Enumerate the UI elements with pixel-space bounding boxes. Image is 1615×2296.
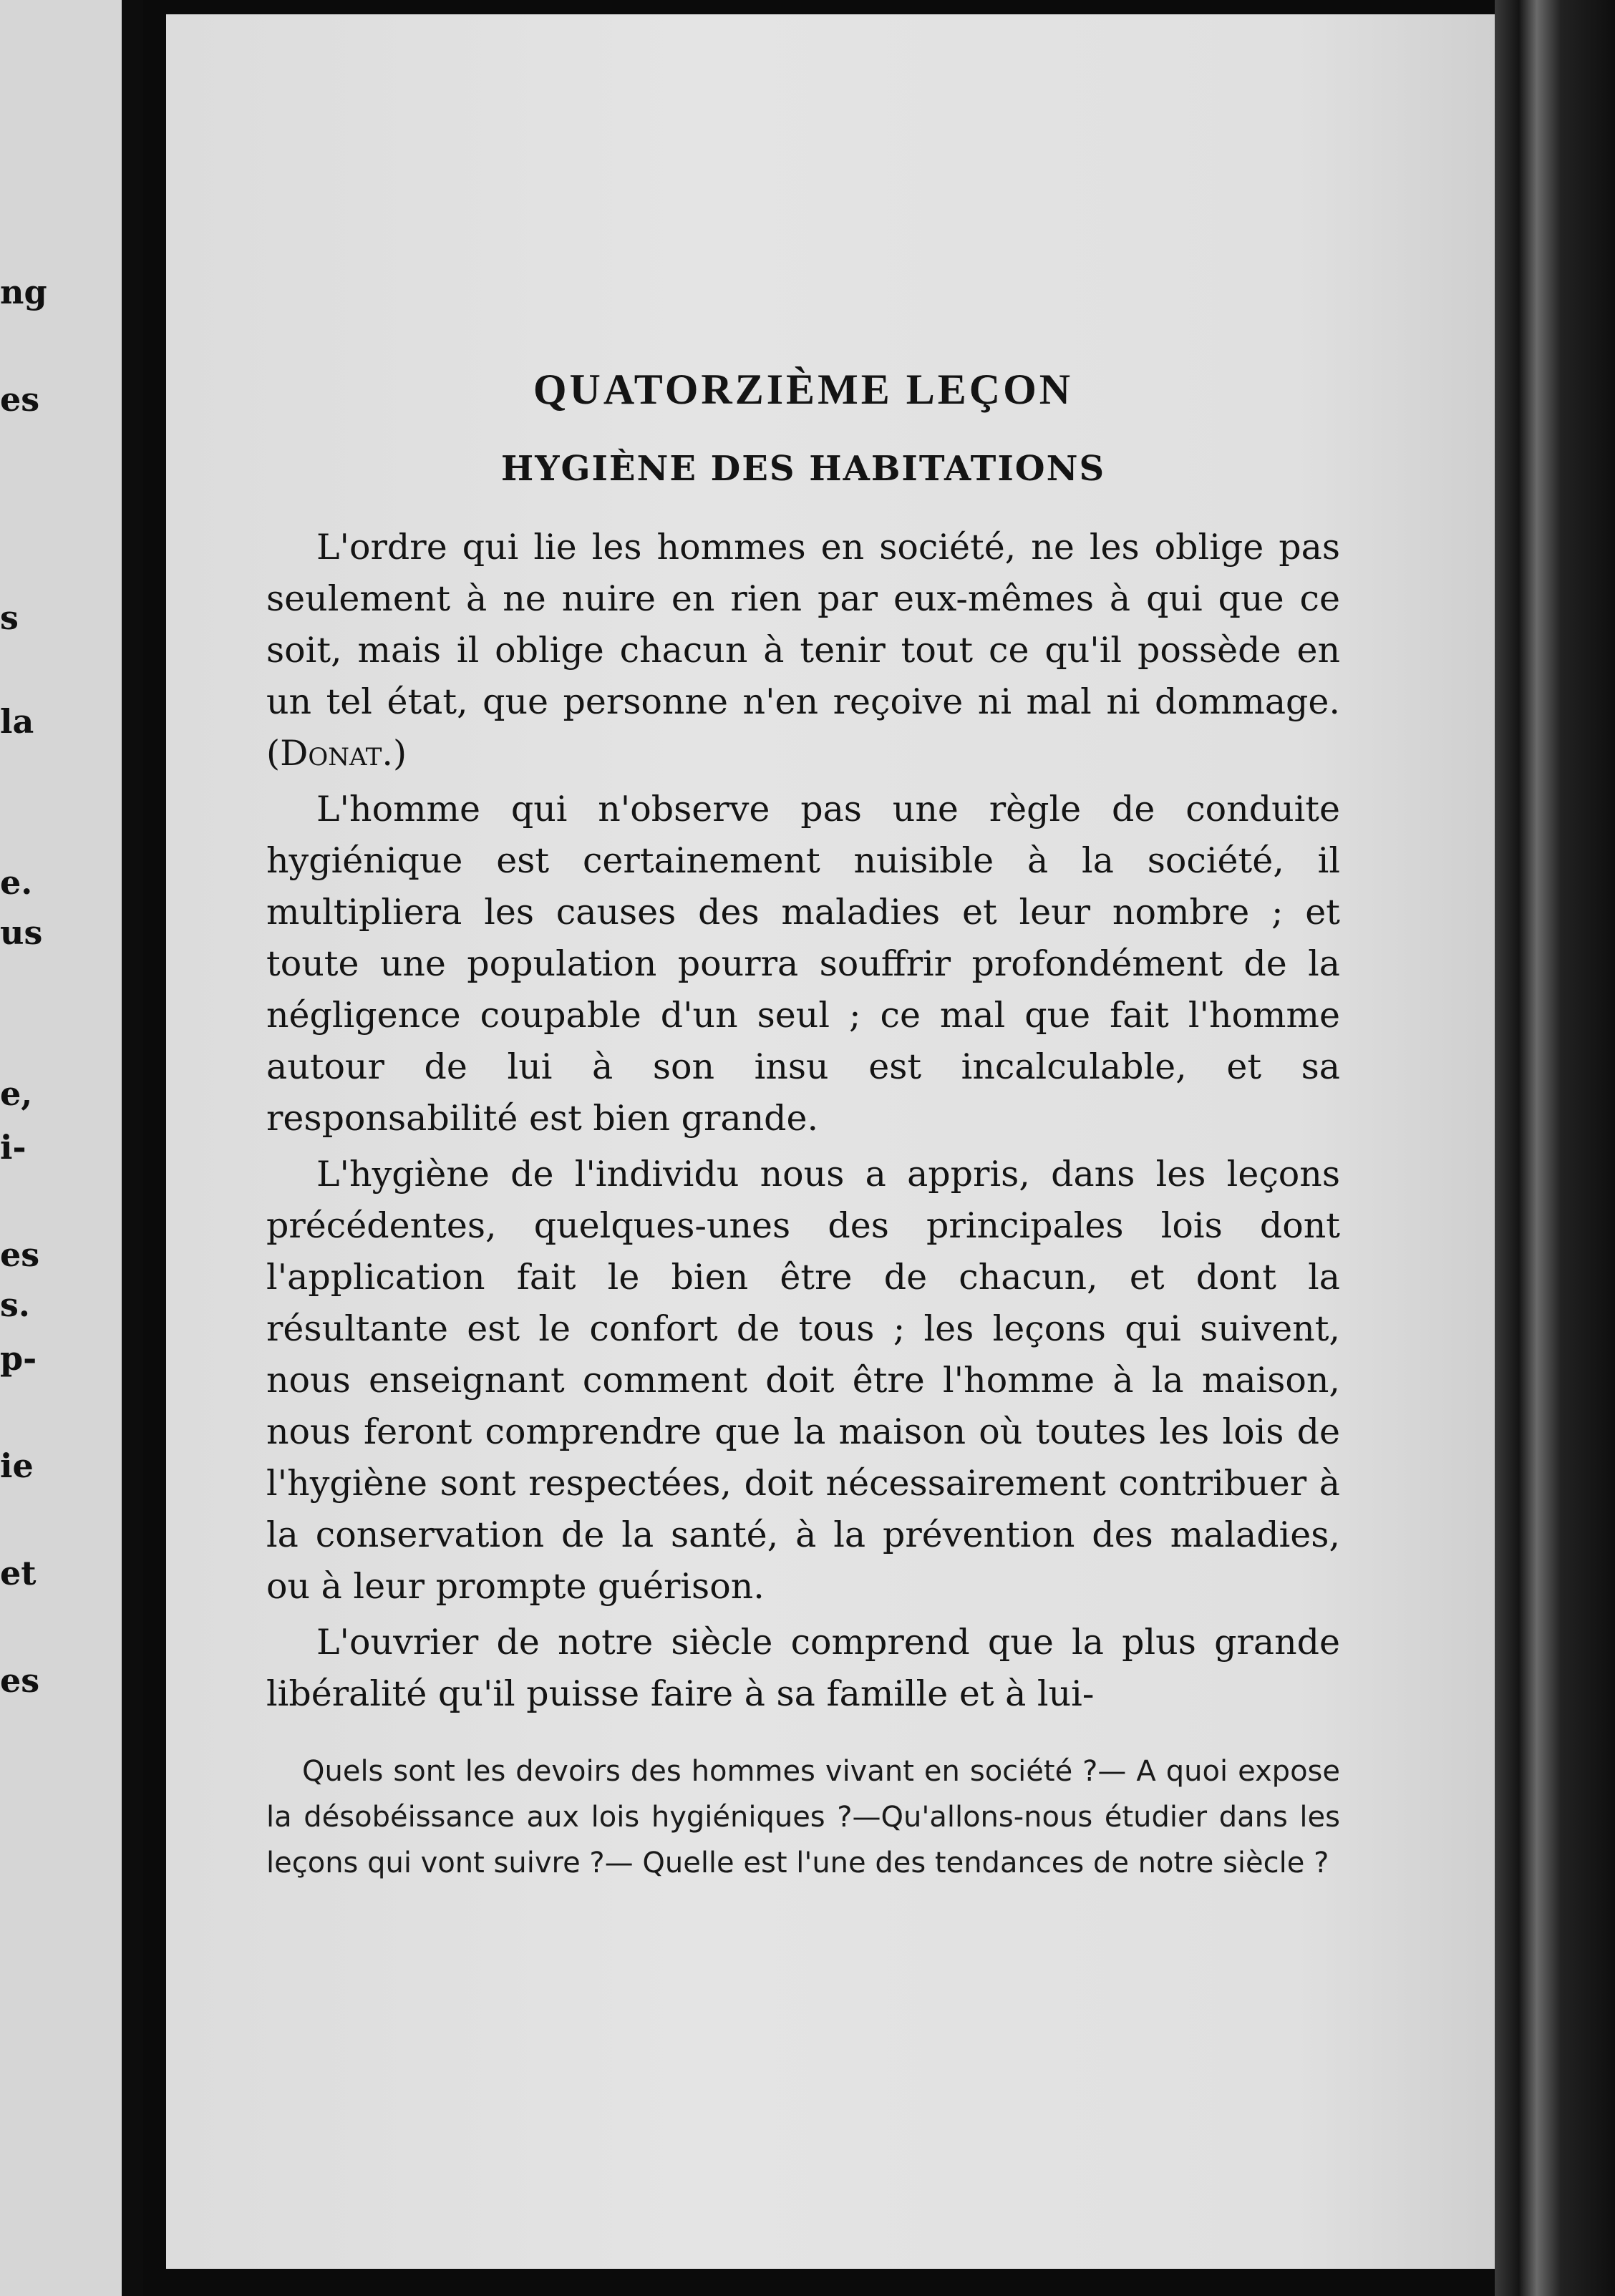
left-fragment: i- (0, 1128, 26, 1167)
section-title: HYGIÈNE DES HABITATIONS (500, 449, 1106, 489)
paragraph-text: L'ordre qui lie les hommes en société, ne les oblige pas seulement à ne nuire en rien par eux-mêmes à qui que ce soit, mais il oblige chacun à tenir tout ce qu'il possède en un tel état, que personne n'en reçoive ni mal ni dommage. (266, 527, 1340, 722)
left-fragment: es (0, 1235, 40, 1274)
left-fragment: s (0, 598, 19, 637)
citation: (Donat.) (266, 733, 407, 774)
paragraph: L'hygiène de l'individu nous a appris, dans les leçons précédentes, quelques-unes des principales lois dont l'application fait le bien être de chacun, et dont la résultante est le confort de tous ; les leçons qui suivent, nous enseignant comment doit être l'homme à la maison, nous feront comprendre que la maison où toutes les lois de l'hygiène sont respectées, doit nécessairement contribuer à la conservation de la santé, à la prévention des maladies, ou à leur prompte guérison. (266, 1154, 1340, 1607)
book-page (166, 14, 1495, 2269)
left-fragment: e, (0, 1074, 33, 1113)
left-fragment: ng (0, 273, 47, 311)
left-page-edge (0, 0, 143, 2296)
page-content (266, 365, 1340, 1915)
left-fragment: et (0, 1554, 37, 1592)
paragraph-quote (266, 522, 1340, 779)
left-fragment: es (0, 1661, 40, 1700)
review-questions: Quels sont les devoirs des hommes vivant en société ?— A quoi expose la désobéissance aux lois hygiéniques ?—Qu'allons-nous étudier dans les leçons qui vont suivre ?— Quelle est l'une des tendances de notre siècle ? (266, 1755, 1340, 1879)
left-fragment: p- (0, 1339, 37, 1378)
paragraph: L'homme qui n'observe pas une règle de conduite hygiénique est certainement nuisible à la société, il multipliera les causes des maladies et leur nombre ; et toute une population pourra souffrir profondément de la négligence coupable d'un seul ; ce mal que fait l'homme autour de lui à son insu est incalculable, et sa responsabilité est bien grande. (266, 789, 1340, 1139)
left-fragment: s. (0, 1285, 30, 1324)
paragraph: L'ouvrier de notre siècle comprend que la plus grande libéralité qu'il puisse faire à sa famille et à lui- (266, 1622, 1340, 1714)
left-fragment: la (0, 702, 34, 741)
book-binding-edge (1495, 0, 1615, 2296)
left-fragment: e. (0, 863, 33, 902)
left-fragment: es (0, 380, 40, 419)
left-fragment: us (0, 913, 43, 952)
left-fragment: ie (0, 1446, 34, 1485)
chapter-title: QUATORZIÈME LEÇON (533, 366, 1074, 413)
